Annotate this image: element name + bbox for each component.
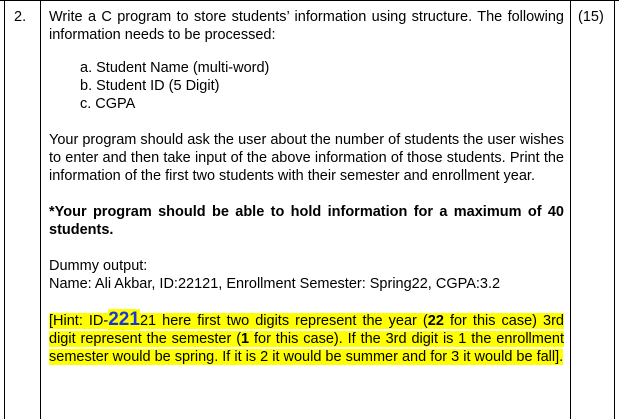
hint-paragraph xyxy=(49,311,564,366)
table-border-right xyxy=(614,0,615,419)
question-marks: (15) xyxy=(578,9,604,25)
table-divider-marks xyxy=(570,0,571,419)
question-number: 2. xyxy=(14,9,27,25)
table-divider-number xyxy=(40,0,41,419)
info-list xyxy=(49,59,564,113)
table-border-top xyxy=(0,0,619,1)
hint-year: 22 xyxy=(427,313,444,329)
hint-text-1: here first two digits represent the year ( xyxy=(156,313,428,329)
hint-id-highlight: 221 xyxy=(108,309,140,330)
hint-semester: 1 xyxy=(241,331,250,347)
table-border-left xyxy=(4,0,5,419)
dummy-output-label: Dummy output: xyxy=(49,258,148,274)
list-item: b. Student ID (5 Digit) xyxy=(80,78,220,94)
dummy-output-line: Name: Ali Akbar, ID:22121, Enrollment Semester: Spring22, CGPA:3.2 xyxy=(49,276,501,292)
hint-text-3: for this case). If the 3rd digit is 1 the enrollment semester would be spring. If it is 2 it would be summer and for 3 it would be fall]. xyxy=(49,331,564,365)
bold-note: *Your program should be able to hold information for a maximum of 40 students. xyxy=(49,204,564,238)
hint-text-2: for this case) 3rd digit represent the semester ( xyxy=(49,313,565,347)
hint-id-tail: 21 xyxy=(139,313,157,329)
hint-prefix: [Hint: ID- xyxy=(49,313,109,329)
list-item: c. CGPA xyxy=(80,96,136,112)
question-intro: Write a C program to store students’ information using structure. The following information needs to be processed: xyxy=(49,9,564,43)
question-content xyxy=(49,8,564,366)
list-item: a. Student Name (multi-word) xyxy=(80,60,270,76)
question-body: Your program should ask the user about the number of students the user wishes to enter and then take input of the above information of those students. Print the information of the first two students with their semester and enrollment year. xyxy=(49,132,564,184)
